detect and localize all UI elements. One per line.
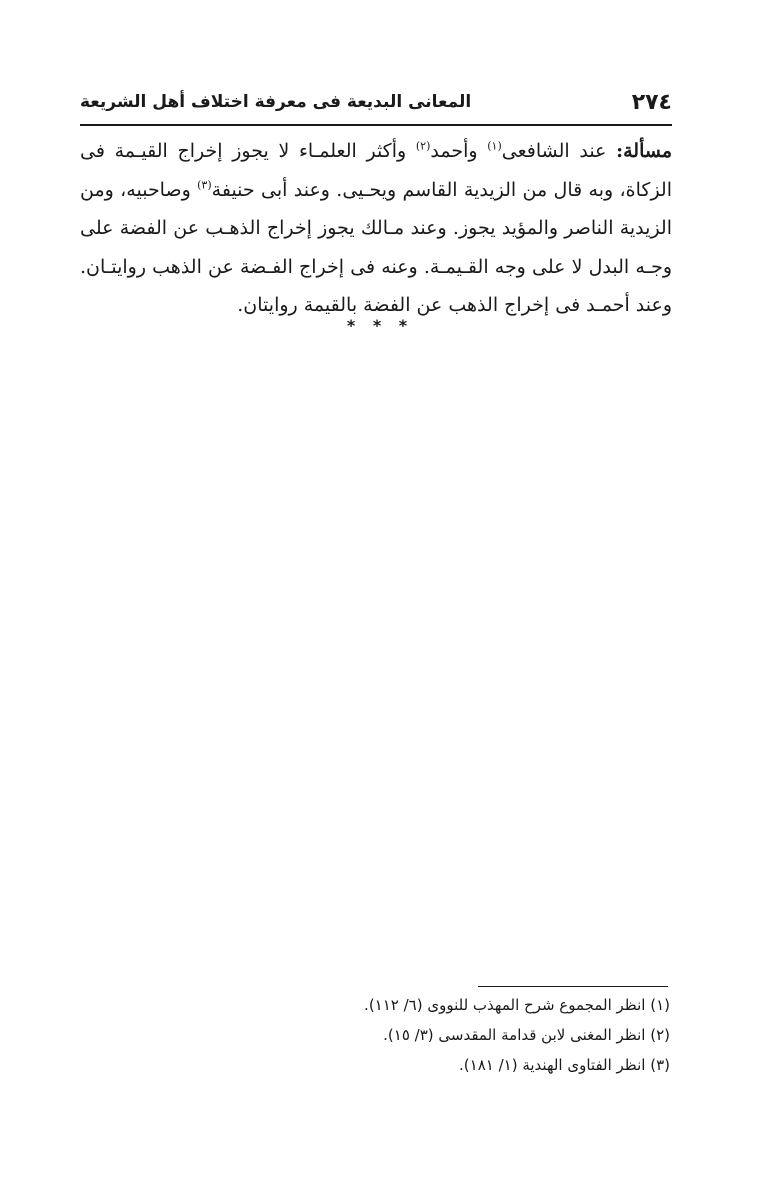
footnote-ref-1[interactable]: (١) bbox=[487, 139, 502, 153]
running-header bbox=[80, 88, 672, 122]
book-title: المعانى البديعة فى معرفة اختلاف أهل الشريعة bbox=[80, 92, 472, 112]
issue-paragraph bbox=[80, 132, 672, 325]
footnote-3: (٣) انظر الفتاوى الهندية (١/ ١٨١). bbox=[459, 1056, 670, 1074]
main-paragraph bbox=[80, 132, 672, 325]
footnote-2: (٢) انظر المغنى لابن قدامة المقدسى (٣/ ١٥). bbox=[383, 1026, 670, 1044]
footnotes bbox=[80, 990, 670, 1080]
footnote-1: (١) انظر المجموع شرح المهذب للنووى (٦/ ١١٢). bbox=[364, 996, 670, 1014]
text-segment: وأكثر العلمـاء لا يجوز إخراج القيـمة فى الزكاة، وبه قال من الزيدية القاسم ويحـيى. وعند أبى حنيفة bbox=[80, 140, 672, 201]
section-separator: * * * bbox=[346, 316, 414, 335]
footnote-ref-2[interactable]: (٢) bbox=[415, 139, 431, 153]
text-segment: عند الشافعى bbox=[501, 140, 617, 162]
footnote-ref-3[interactable]: (٣) bbox=[197, 178, 212, 192]
text-segment: وصاحبيه، ومن الزيدية الناصر والمؤيد يجوز. وعند مـالك يجوز إخراج الذهـب عن الفضة على وجـه البدل لا على وجه القـيمـة. وعنه فى إخراج الفـضة عن الذهب روايتـان. وعند أحمـد فى إخراج الذهب عن الفضة بالقيمة روايتان. bbox=[80, 178, 672, 316]
issue-label: مسألة: bbox=[616, 140, 672, 162]
footnote-rule bbox=[478, 986, 668, 987]
page-number: ٢٧٤ bbox=[631, 90, 672, 115]
text-segment: وأحمد bbox=[430, 140, 488, 162]
header-rule bbox=[80, 124, 672, 126]
